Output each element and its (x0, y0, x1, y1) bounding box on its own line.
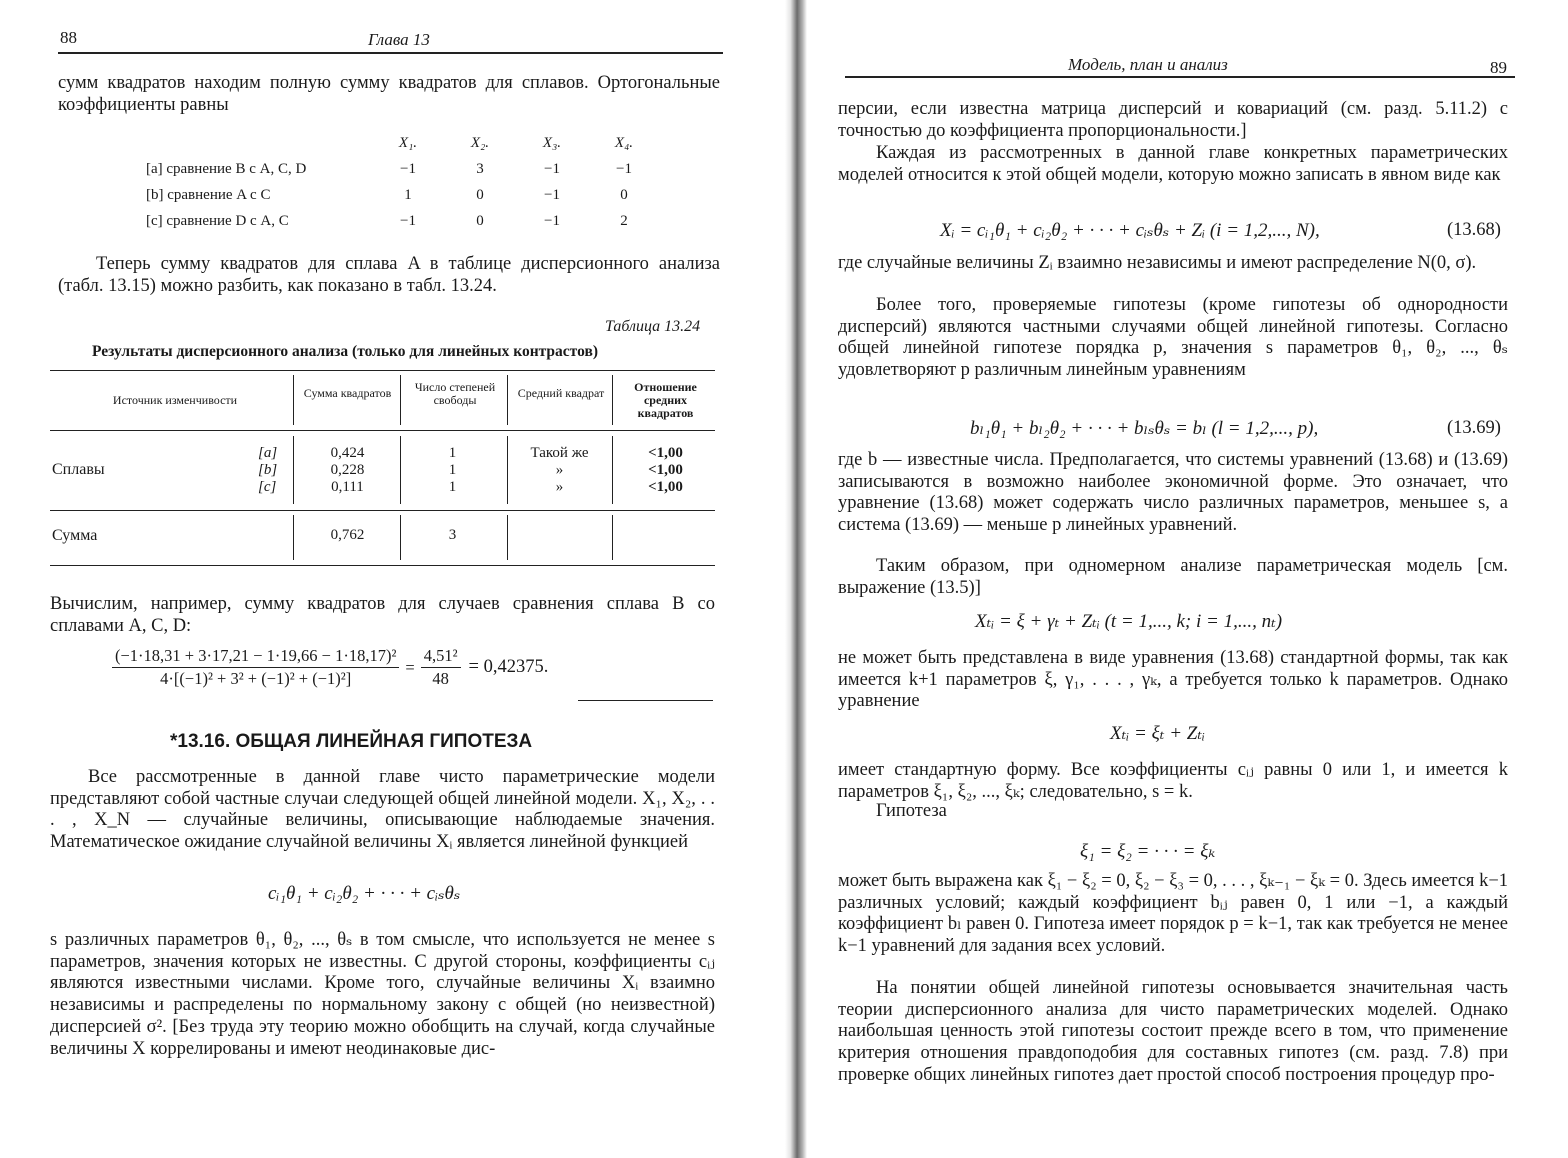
equation: ξ₁ = ξ₂ = · · · = ξₖ (1080, 841, 1216, 862)
comparison-table (140, 130, 660, 234)
page-number: 89 (1490, 58, 1507, 77)
cell: 0 (476, 212, 484, 229)
table-row (140, 182, 660, 208)
end-rule (578, 700, 713, 701)
cell: 1 (448, 445, 457, 461)
row-label: [b] сравнение A с C (146, 186, 271, 203)
paragraph: сумм квадратов находим полную сумму квадратов для сплавов. Ортогональные коэффициенты равны (58, 73, 720, 115)
paragraph: имеет стандартную форму. Все коэффициенты cᵢⱼ равны 0 или 1, и имеется k параметров ξ₁, ξ₂, ..., ξₖ; следовательно, s = k. (838, 760, 1508, 802)
left-page (0, 0, 745, 1158)
right-page (790, 0, 1568, 1158)
cell: 1 (448, 479, 457, 495)
table-title: Результаты дисперсионного анализа (только для линейных контрастов) (92, 343, 598, 360)
column-header: X₁. (398, 134, 418, 151)
equals: = (405, 657, 415, 677)
table-divider (507, 375, 508, 425)
table-divider (612, 515, 613, 560)
cell: <1,00 (648, 479, 683, 495)
result: = 0,42375. (468, 657, 549, 677)
paragraph: Гипотеза (876, 801, 947, 821)
paragraph: не может быть представлена в виде уравнения (13.68) стандартной формы, так как имеется k+1 параметров ξ, γ₁, . . . , γₖ, а требуется только k параметров. Однако уравнение (838, 648, 1508, 712)
table-rule (50, 430, 715, 431)
table-header: Источник изменчивости (112, 393, 238, 407)
cell: 0,111 (331, 479, 364, 495)
formula: cᵢ₁θ₁ + cᵢ₂θ₂ + · · · + cᵢₛθₛ (268, 883, 461, 904)
table-rule (50, 370, 715, 371)
fraction (112, 646, 399, 689)
paragraph: Более того, проверяемые гипотезы (кроме гипотезы об однородности дисперсий) являются частными случаями общей линейной гипотезы. Согласно общей линейной гипотезе порядка p, значения s параметров θ₁, θ₂, ..., θₛ удовлетворяют p различным линейным уравнениям (838, 295, 1508, 381)
cell: 0,228 (330, 462, 365, 478)
table-divider (293, 436, 294, 504)
cell: <1,00 (648, 462, 683, 478)
paragraph: где b — известные числа. Предполагается, что системы уравнений (13.68) и (13.69) записываются в возможно наиболее экономичной форме. Это означает, что уравнение (13.68) может содержать число различных параметров, меньшее s, а система (13.69) — меньше p линейных уравнений. (838, 450, 1508, 536)
table-divider (612, 436, 613, 504)
group-label: Сплавы (52, 461, 105, 478)
numerator: (−1·18,31 + 3·17,21 − 1·19,66 − 1·18,17)² (112, 646, 399, 668)
cell: » (555, 462, 564, 478)
equation-number: (13.68) (1447, 220, 1501, 240)
header-rule (58, 52, 723, 54)
paragraph: s различных параметров θ₁, θ₂, ..., θₛ в том смысле, что используется не менее s параметров, значения которых не известны. С другой стороны, коэффициенты cᵢⱼ являются известными числами. Кроме того, случайные величины Xᵢ взаимно независимы и распределены по нормальному закону с общей (но неизвестной) дисперсией σ². [Без труда эту теорию можно обобщить на случай, когда случайные величины X коррелированы и имеют неодинаковые дис- (50, 930, 715, 1059)
row-label: [a] сравнение B с A, C, D (146, 160, 307, 177)
cell: » (555, 479, 564, 495)
paragraph: Теперь сумму квадратов для сплава A в таблице дисперсионного анализа (табл. 13.15) можно разбить, как показано в табл. 13.24. (58, 254, 720, 296)
paragraph: На понятии общей линейной гипотезы основывается значительная часть теории дисперсионного анализа для чисто параметрических моделей. Однако наибольшая ценность этой гипотезы состоит прежде всего в том, что применение критерия отношения правдоподобия для составных гипотез (см. разд. 7.8) при проверке общих линейных гипотез дает простой способ построения процедур про- (838, 978, 1508, 1085)
cell: −1 (400, 212, 416, 229)
row-tag: [c] (258, 479, 277, 495)
cell: −1 (544, 160, 560, 177)
equation-number: (13.69) (1447, 418, 1501, 438)
table-header: Отношение средних квадратов (634, 380, 697, 420)
equation: Xₜᵢ = ξ + γₜ + Zₜᵢ (t = 1,..., k; i = 1,..., nₜ) (975, 611, 1283, 632)
column-header: X₂. (470, 134, 490, 151)
table-header: Средний квадрат (517, 386, 605, 400)
row-label: [c] сравнение D с A, C (146, 212, 289, 229)
cell: −1 (544, 212, 560, 229)
header-rule (845, 76, 1515, 78)
table-divider (507, 436, 508, 504)
cell: −1 (400, 160, 416, 177)
fraction (421, 646, 461, 689)
table-divider (612, 375, 613, 425)
cell: −1 (616, 160, 632, 177)
numerator: 4,51² (421, 646, 461, 668)
equation: Xᵢ = cᵢ₁θ₁ + cᵢ₂θ₂ + · · · + cᵢₛθₛ + Zᵢ (i = 1,2,..., N), (940, 220, 1320, 241)
paragraph: Каждая из рассмотренных в данной главе конкретных параметрических моделей относится к этой общей модели, которую можно записать в явном виде как (838, 143, 1508, 185)
paragraph: персии, если известна матрица дисперсий и ковариаций (см. разд. 5.11.2) с точностью до коэффициента пропорциональности.] (838, 99, 1508, 141)
column-header: X₄. (614, 134, 634, 151)
paragraph: Все рассмотренные в данной главе чисто параметрические модели представляют собой частные случаи следующей общей линейной модели. X₁, X₂, . . . , X_N — случайные величины, описывающие наблюдаемые значения. Математическое ожидание случайной величины Xᵢ является линейной функцией (50, 767, 715, 853)
cell: 3 (448, 527, 457, 543)
table-header: Число степеней свободы (414, 380, 496, 407)
table-row (140, 208, 660, 234)
page-number: 88 (60, 28, 77, 47)
denominator: 48 (432, 669, 449, 688)
paragraph: может быть выражена как ξ₁ − ξ₂ = 0, ξ₂ − ξ₃ = 0, . . . , ξₖ₋₁ − ξₖ = 0. Здесь имеется k−1 различных условий; каждый коэффициент bᵢⱼ равен 0, 1 или −1, а каждый коэффициент bₗ равен 0. Гипотеза имеет порядок p = k−1, так как требуется не менее k−1 уравнений для задания всех условий. (838, 871, 1508, 957)
table-header: Сумма квадратов (303, 386, 392, 400)
table-divider (400, 436, 401, 504)
cell: 0,762 (330, 527, 365, 543)
table-divider (293, 515, 294, 560)
table-caption: Таблица 13.24 (605, 318, 701, 335)
paragraph: где случайные величины Zᵢ взаимно независимы и имеют распределение N(0, σ). (838, 253, 1477, 273)
table-divider (400, 375, 401, 425)
total-label: Сумма (52, 527, 98, 544)
cell: 0 (476, 186, 484, 203)
cell: 0,424 (330, 445, 365, 461)
cell: <1,00 (648, 445, 683, 461)
table-divider (400, 515, 401, 560)
running-head: Модель, план и анализ (1068, 55, 1228, 74)
calculation (112, 646, 548, 689)
table-divider (293, 375, 294, 425)
column-header: X₃. (542, 134, 562, 151)
table-rule (50, 510, 715, 511)
equation: Xₜᵢ = ξₜ + Zₜᵢ (1110, 723, 1206, 744)
cell: −1 (544, 186, 560, 203)
table-rule (50, 565, 715, 566)
row-tag: [a] (258, 445, 278, 461)
cell: Такой же (530, 445, 589, 461)
running-head: Глава 13 (368, 30, 430, 49)
paragraph: Вычислим, например, сумму квадратов для случаев сравнения сплава B со сплавами A, C, D: (50, 594, 715, 636)
cell: 1 (448, 462, 457, 478)
cell: 2 (620, 212, 628, 229)
cell: 3 (476, 160, 484, 177)
table-divider (507, 515, 508, 560)
denominator: 4·[(−1)² + 3² + (−1)² + (−1)²] (160, 669, 352, 688)
table-row (140, 156, 660, 182)
row-tag: [b] (258, 462, 278, 478)
cell: 0 (620, 186, 628, 203)
section-heading: *13.16. ОБЩАЯ ЛИНЕЙНАЯ ГИПОТЕЗА (170, 731, 533, 752)
cell: 1 (404, 186, 412, 203)
paragraph: Таким образом, при одномерном анализе параметрическая модель [см. выражение (13.5)] (838, 556, 1508, 598)
equation: bₗ₁θ₁ + bₗ₂θ₂ + · · · + bₗₛθₛ = bₗ (l = 1,2,..., p), (970, 418, 1319, 439)
